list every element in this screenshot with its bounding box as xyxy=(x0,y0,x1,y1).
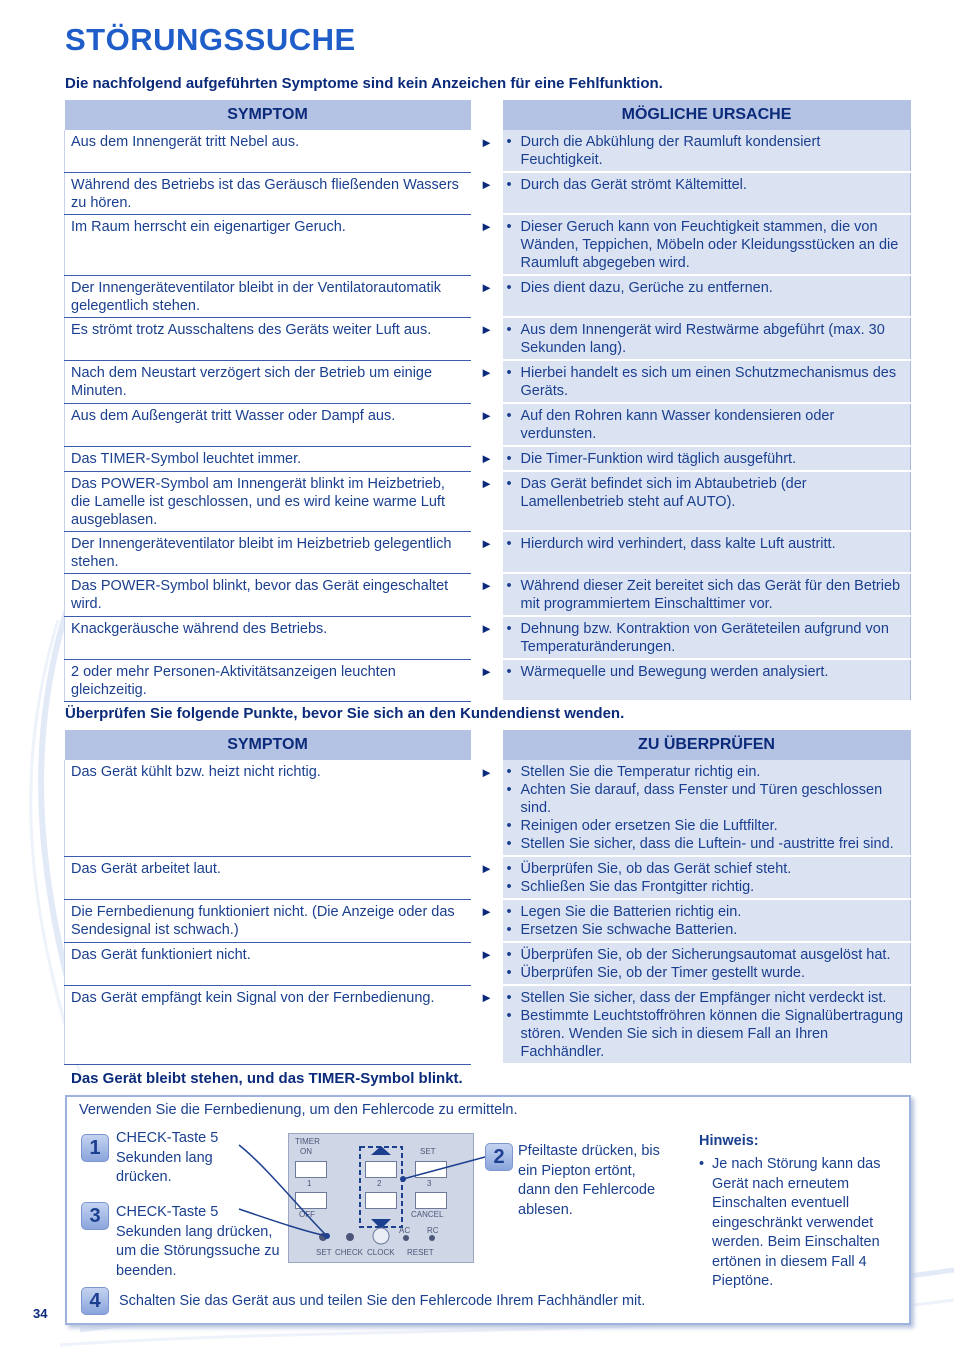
remote-control xyxy=(288,1133,474,1263)
list-item: • Ersetzen Sie schwache Batterien. xyxy=(521,921,905,939)
table-row xyxy=(65,659,911,701)
table-row xyxy=(65,573,911,616)
step-4-badge: 4 xyxy=(81,1287,109,1315)
cause-cell xyxy=(503,942,911,985)
symptom-cell: Im Raum herrscht ein eigenartiger Geruch. xyxy=(65,214,471,275)
list-item: • Dieser Geruch kann von Feuchtigkeit stammen, die von Wänden, Teppichen, Möbeln oder Kleidungsstücken an die Raumluft abgegeben wird. xyxy=(521,218,905,272)
arrow-icon: ► xyxy=(480,476,493,491)
table-row xyxy=(65,471,911,531)
table-row xyxy=(65,360,911,403)
arrow-icon: ► xyxy=(480,135,493,150)
symptom-cell: Aus dem Außengerät tritt Wasser oder Dampf aus. xyxy=(65,403,471,446)
step-4-text: Schalten Sie das Gerät aus und teilen Sie den Fehlercode Ihrem Fachhändler mit. xyxy=(119,1293,646,1309)
symptom-cell: Knackgeräusche während des Betriebs. xyxy=(65,616,471,659)
remote-num-2: 2 xyxy=(377,1179,382,1188)
symptom-cell: Das POWER-Symbol blinkt, bevor das Gerät eingeschaltet wird. xyxy=(65,573,471,616)
cause-cell xyxy=(503,856,911,899)
arrow-icon: ► xyxy=(480,990,493,1005)
table-row xyxy=(65,403,911,446)
table-row xyxy=(65,446,911,471)
cause-cell xyxy=(503,531,911,573)
cause-header: MÖGLICHE URSACHE xyxy=(503,100,911,130)
arrow-icon: ► xyxy=(480,904,493,919)
table-row xyxy=(65,531,911,573)
arrow-icon: ► xyxy=(480,177,493,192)
cause-cell xyxy=(503,985,911,1064)
symptom-cell: Das Gerät funktioniert nicht. xyxy=(65,942,471,985)
cause-cell xyxy=(503,214,911,275)
list-item: • Legen Sie die Batterien richtig ein. xyxy=(521,903,905,921)
cause-cell xyxy=(503,360,911,403)
table-row xyxy=(65,899,911,942)
remote-off-label: OFF xyxy=(299,1210,315,1219)
list-item: • Durch das Gerät strömt Kältemittel. xyxy=(521,176,905,194)
table-row xyxy=(65,856,911,899)
symptom-cell: Der Innengeräteventilator bleibt im Heizbetrieb gelegentlich stehen. xyxy=(65,531,471,573)
cause-cell xyxy=(503,899,911,942)
list-item: • Die Timer-Funktion wird täglich ausgeführt. xyxy=(521,450,905,468)
symptom-cell: Das POWER-Symbol am Innengerät blinkt im Heizbetrieb, die Lamelle ist geschlossen, und es wird keine warme Luft ausgeblasen. xyxy=(65,471,471,531)
remote-cancel-label: CANCEL xyxy=(411,1210,444,1219)
symptom-cell: Es strömt trotz Ausschaltens des Geräts weiter Luft aus. xyxy=(65,317,471,360)
step-2-text: Pfeiltaste drücken, bis ein Piepton ertönt, dann den Fehlercode ablesen. xyxy=(518,1143,660,1218)
list-item: • Aus dem Innengerät wird Restwärme abgeführt (max. 30 Sekunden lang). xyxy=(521,321,905,357)
symptom-cell: Aus dem Innengerät tritt Nebel aus. xyxy=(65,130,471,172)
symptom-header: SYMPTOM xyxy=(65,730,471,760)
cause-cell xyxy=(503,471,911,531)
cause-cell xyxy=(503,275,911,317)
remote-ac-label: AC xyxy=(399,1226,411,1235)
arrow-icon: ► xyxy=(480,365,493,380)
symptom-table-2 xyxy=(64,730,911,1065)
symptom-cell: Das Gerät kühlt bzw. heizt nicht richtig. xyxy=(65,760,471,856)
table-row xyxy=(65,616,911,659)
cause-cell xyxy=(503,172,911,214)
list-item: • Überprüfen Sie, ob das Gerät schief steht. xyxy=(521,860,905,878)
page-title: STÖRUNGSSUCHE xyxy=(65,22,356,57)
page-number: 34 xyxy=(33,1306,48,1321)
cause-cell xyxy=(503,403,911,446)
remote-rc-label: RC xyxy=(427,1226,439,1235)
table-row xyxy=(65,317,911,360)
arrow-icon: ► xyxy=(480,621,493,636)
list-item: • Hierdurch wird verhindert, dass kalte Luft austritt. xyxy=(521,535,905,553)
table-row xyxy=(65,172,911,214)
remote-on-label: ON xyxy=(300,1147,312,1156)
table-row xyxy=(65,985,911,1064)
list-item: • Überprüfen Sie, ob der Sicherungsautomat ausgelöst hat. xyxy=(521,946,905,964)
cause-cell xyxy=(503,317,911,360)
arrow-icon: ► xyxy=(480,947,493,962)
step-3-badge: 3 xyxy=(81,1202,109,1230)
table-row xyxy=(65,214,911,275)
remote-clock-label: CLOCK xyxy=(367,1248,395,1257)
remote-detail-graphics xyxy=(289,1134,473,1262)
section1-intro: Die nachfolgend aufgeführten Symptome sind kein Anzeichen für eine Fehlfunktion. xyxy=(65,75,663,92)
cause-cell xyxy=(503,659,911,701)
arrow-icon: ► xyxy=(480,451,493,466)
remote-set-label: SET xyxy=(316,1248,332,1257)
list-item: • Auf den Rohren kann Wasser kondensieren oder verdunsten. xyxy=(521,407,905,443)
cause-cell xyxy=(503,760,911,856)
list-item: • Stellen Sie sicher, dass der Empfänger nicht verdeckt ist. xyxy=(521,989,905,1007)
arrow-icon: ► xyxy=(480,536,493,551)
remote-set-top-label: SET xyxy=(420,1147,436,1156)
table-row xyxy=(65,130,911,172)
list-item: • Schließen Sie das Frontgitter richtig. xyxy=(521,878,905,896)
symptom-cell: Das Gerät arbeitet laut. xyxy=(65,856,471,899)
step-3-text: CHECK-Taste 5 Sekunden lang drücken, um die Störungssuche zu beenden. xyxy=(116,1204,280,1279)
table-row xyxy=(65,275,911,317)
list-item: • Dies dient dazu, Gerüche zu entfernen. xyxy=(521,279,905,297)
list-item: • Während dieser Zeit bereitet sich das Gerät für den Betrieb mit programmiertem Einschalttimer vor. xyxy=(521,577,905,613)
symptom-cell: 2 oder mehr Personen-Aktivitätsanzeigen leuchten gleichzeitig. xyxy=(65,659,471,701)
list-item: • Wärmequelle und Bewegung werden analysiert. xyxy=(521,663,905,681)
symptom-header: SYMPTOM xyxy=(65,100,471,130)
arrow-icon: ► xyxy=(480,861,493,876)
arrow-icon: ► xyxy=(480,219,493,234)
list-item: • Das Gerät befindet sich im Abtaubetrieb (der Lamellenbetrieb steht auf AUTO). xyxy=(521,475,905,511)
symptom-cell: Das TIMER-Symbol leuchtet immer. xyxy=(65,446,471,471)
step-1-badge: 1 xyxy=(81,1134,109,1162)
symptom-table-1 xyxy=(64,100,911,702)
cause-cell xyxy=(503,446,911,471)
arrow-icon: ► xyxy=(480,322,493,337)
symptom-cell: Der Innengeräteventilator bleibt in der Ventilatorautomatik gelegentlich stehen. xyxy=(65,275,471,317)
remote-num-1: 1 xyxy=(307,1179,312,1188)
cause-cell xyxy=(503,130,911,172)
arrow-icon: ► xyxy=(480,765,493,780)
remote-reset-label: RESET xyxy=(407,1248,434,1257)
error-code-panel xyxy=(65,1095,911,1325)
list-item: • Hierbei handelt es sich um einen Schutzmechanismus des Geräts. xyxy=(521,364,905,400)
remote-num-3: 3 xyxy=(427,1179,432,1188)
list-item: • Bestimmte Leuchtstoffröhren können die Signalübertragung stören. Wenden Sie sich in diesem Fall an Ihren Fachhändler. xyxy=(521,1007,905,1061)
symptom-cell: Die Fernbedienung funktioniert nicht. (Die Anzeige oder das Sendesignal ist schwach.) xyxy=(65,899,471,942)
list-item: • Durch die Abkühlung der Raumluft kondensiert Feuchtigkeit. xyxy=(521,133,905,169)
remote-check-label: CHECK xyxy=(335,1248,364,1257)
table-row xyxy=(65,760,911,856)
list-item: • Überprüfen Sie, ob der Timer gestellt wurde. xyxy=(521,964,905,982)
step-2-badge: 2 xyxy=(485,1143,513,1171)
list-item: • Reinigen oder ersetzen Sie die Luftfilter. xyxy=(521,817,905,835)
panel-intro: Verwenden Sie die Fernbedienung, um den Fehlercode zu ermitteln. xyxy=(79,1102,518,1118)
list-item: • Dehnung bzw. Kontraktion von Geräteteilen aufgrund von Temperaturänderungen. xyxy=(521,620,905,656)
arrow-icon: ► xyxy=(480,280,493,295)
list-item: • Stellen Sie die Temperatur richtig ein. xyxy=(521,763,905,781)
cause-cell xyxy=(503,573,911,616)
section3-heading: Das Gerät bleibt stehen, und das TIMER-Symbol blinkt. xyxy=(71,1070,463,1087)
list-item: • Achten Sie darauf, dass Fenster und Türen geschlossen sind. xyxy=(521,781,905,817)
note-title: Hinweis: xyxy=(699,1133,759,1149)
symptom-cell: Während des Betriebs ist das Geräusch fließenden Wassers zu hören. xyxy=(65,172,471,214)
list-item: • Stellen Sie sicher, dass die Luftein- und -austritte frei sind. xyxy=(521,835,905,853)
step-1-text: CHECK-Taste 5 Sekunden lang drücken. xyxy=(116,1130,219,1185)
section2-intro: Überprüfen Sie folgende Punkte, bevor Sie sich an den Kundendienst wenden. xyxy=(65,705,625,722)
arrow-icon: ► xyxy=(480,664,493,679)
symptom-cell: Das Gerät empfängt kein Signal von der Fernbedienung. xyxy=(65,985,471,1064)
check-header: ZU ÜBERPRÜFEN xyxy=(503,730,911,760)
remote-timer-label: TIMER xyxy=(295,1137,320,1146)
arrow-icon: ► xyxy=(480,408,493,423)
cause-cell xyxy=(503,616,911,659)
table-row xyxy=(65,942,911,985)
note-text: • Je nach Störung kann das Gerät nach erneutem Einschalten eventuell eingeschränkt verwendet werden. Beim Einschalten ertönen in diesem Fall 4 Pieptöne. xyxy=(699,1156,881,1289)
symptom-cell: Nach dem Neustart verzögert sich der Betrieb um einige Minuten. xyxy=(65,360,471,403)
arrow-icon: ► xyxy=(480,578,493,593)
